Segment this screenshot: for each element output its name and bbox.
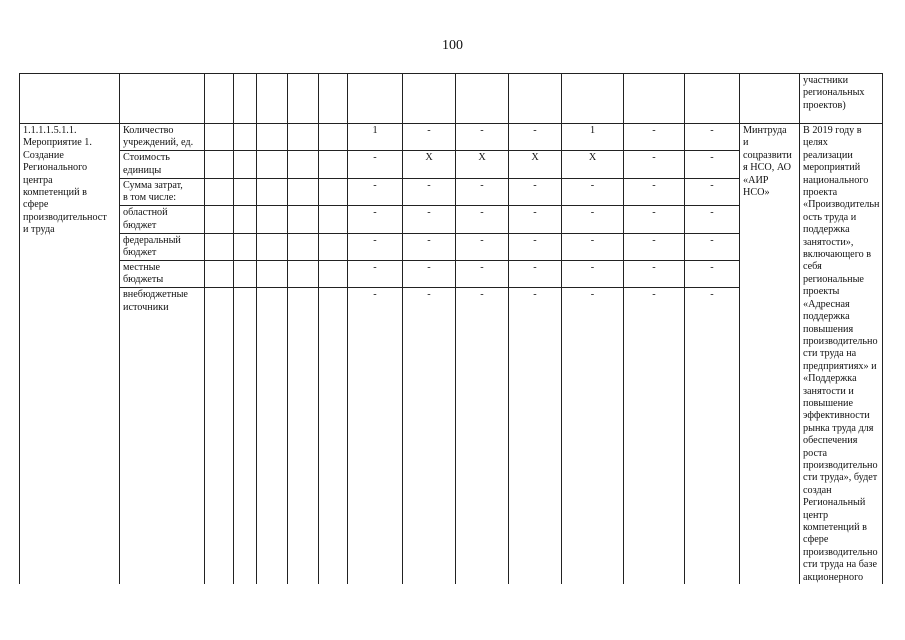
empty-cell [257, 233, 288, 260]
header-cell [562, 74, 624, 124]
value-cell: 1 [562, 124, 624, 151]
empty-cell [234, 151, 257, 178]
value-cell: - [509, 206, 562, 233]
value-cell: - [456, 260, 509, 287]
value-cell: - [624, 288, 685, 584]
executor-cell: Минтруда и соцразвити я НСО, АО «АИР НСО» [740, 124, 800, 585]
value-cell: 1 [348, 124, 403, 151]
value-cell: - [624, 151, 685, 178]
value-cell: - [624, 260, 685, 287]
value-cell: - [685, 233, 740, 260]
value-cell: X [403, 151, 456, 178]
header-continuation-row [20, 74, 883, 124]
value-cell: - [624, 206, 685, 233]
value-cell: - [403, 178, 456, 205]
empty-cell [234, 206, 257, 233]
value-cell: - [562, 288, 624, 584]
empty-cell [234, 124, 257, 151]
empty-cell [319, 151, 348, 178]
indicator-name-cell: Стоимость единицы [120, 151, 205, 178]
value-cell: - [456, 233, 509, 260]
empty-cell [257, 288, 288, 584]
header-cell [120, 74, 205, 124]
empty-cell [288, 178, 319, 205]
value-cell: - [456, 124, 509, 151]
empty-cell [205, 124, 234, 151]
empty-cell [257, 260, 288, 287]
empty-cell [205, 178, 234, 205]
value-cell: - [562, 206, 624, 233]
value-cell: - [456, 288, 509, 584]
empty-cell [257, 178, 288, 205]
value-cell: - [348, 206, 403, 233]
value-cell: - [403, 233, 456, 260]
empty-cell [319, 233, 348, 260]
header-cell [403, 74, 456, 124]
empty-cell [288, 288, 319, 584]
empty-cell [205, 288, 234, 584]
value-cell: - [509, 178, 562, 205]
value-cell: - [624, 178, 685, 205]
empty-cell [288, 151, 319, 178]
value-cell: - [562, 260, 624, 287]
header-cell [319, 74, 348, 124]
value-cell: X [456, 151, 509, 178]
header-cell [288, 74, 319, 124]
value-cell: - [685, 151, 740, 178]
header-cell [740, 74, 800, 124]
value-cell: - [509, 124, 562, 151]
header-cell [257, 74, 288, 124]
indicator-name-cell: Количество учреждений, ед. [120, 124, 205, 151]
value-cell: - [403, 124, 456, 151]
value-cell: - [562, 233, 624, 260]
empty-cell [257, 206, 288, 233]
empty-cell [319, 206, 348, 233]
value-cell: - [509, 288, 562, 584]
expected-result-cell: В 2019 году в целях реализации мероприятий национального проекта «Производительн ость труда и поддержка занятости», включающего в себя региональные проекты «Адресная поддержка повышения производительно сти труда на предприятиях» и «Поддержка занятости и повышение эффективности рынка труда для обеспечения роста производительно сти труда», будет создан Региональный центр компетенций в сфере производительно сти труда на базе акционерного [800, 124, 883, 585]
value-cell: - [624, 124, 685, 151]
empty-cell [288, 206, 319, 233]
empty-cell [288, 124, 319, 151]
indicator-name-cell: Сумма затрат, в том числе: [120, 178, 205, 205]
value-cell: - [348, 260, 403, 287]
indicator-name-cell: местные бюджеты [120, 260, 205, 287]
indicator-name-cell: областной бюджет [120, 206, 205, 233]
event-name-cell: 1.1.1.1.5.1.1. Мероприятие 1. Создание Регионального центра компетенций в сфере производительност и труда [20, 124, 120, 585]
header-cell [20, 74, 120, 124]
empty-cell [234, 288, 257, 584]
empty-cell [234, 260, 257, 287]
header-cell [456, 74, 509, 124]
indicator-name-cell: федеральный бюджет [120, 233, 205, 260]
value-cell: - [685, 260, 740, 287]
program-activities-table [19, 73, 883, 584]
value-cell: - [685, 206, 740, 233]
empty-cell [234, 233, 257, 260]
header-cell [234, 74, 257, 124]
empty-cell [288, 260, 319, 287]
value-cell: X [509, 151, 562, 178]
empty-cell [205, 233, 234, 260]
value-cell: - [685, 178, 740, 205]
empty-cell [257, 151, 288, 178]
value-cell: - [348, 178, 403, 205]
empty-cell [205, 206, 234, 233]
page-number: 100 [442, 38, 463, 53]
value-cell: - [348, 233, 403, 260]
header-cell [685, 74, 740, 124]
value-cell: X [562, 151, 624, 178]
empty-cell [319, 288, 348, 584]
empty-cell [205, 260, 234, 287]
value-cell: - [685, 288, 740, 584]
value-cell: - [403, 288, 456, 584]
header-result-cell: участники региональных проектов) [800, 74, 883, 124]
indicator-name-cell: внебюджетные источники [120, 288, 205, 584]
header-cell [509, 74, 562, 124]
value-cell: - [403, 260, 456, 287]
empty-cell [205, 151, 234, 178]
event-rows [20, 124, 883, 585]
value-cell: - [456, 206, 509, 233]
header-cell [348, 74, 403, 124]
value-cell: - [456, 178, 509, 205]
header-cell [205, 74, 234, 124]
empty-cell [319, 260, 348, 287]
indicator-row [20, 124, 883, 151]
empty-cell [319, 178, 348, 205]
value-cell: - [685, 124, 740, 151]
header-cell [624, 74, 685, 124]
value-cell: - [509, 260, 562, 287]
empty-cell [319, 124, 348, 151]
value-cell: - [348, 151, 403, 178]
value-cell: - [624, 233, 685, 260]
empty-cell [257, 124, 288, 151]
value-cell: - [509, 233, 562, 260]
value-cell: - [562, 178, 624, 205]
empty-cell [234, 178, 257, 205]
empty-cell [288, 233, 319, 260]
value-cell: - [403, 206, 456, 233]
value-cell: - [348, 288, 403, 584]
